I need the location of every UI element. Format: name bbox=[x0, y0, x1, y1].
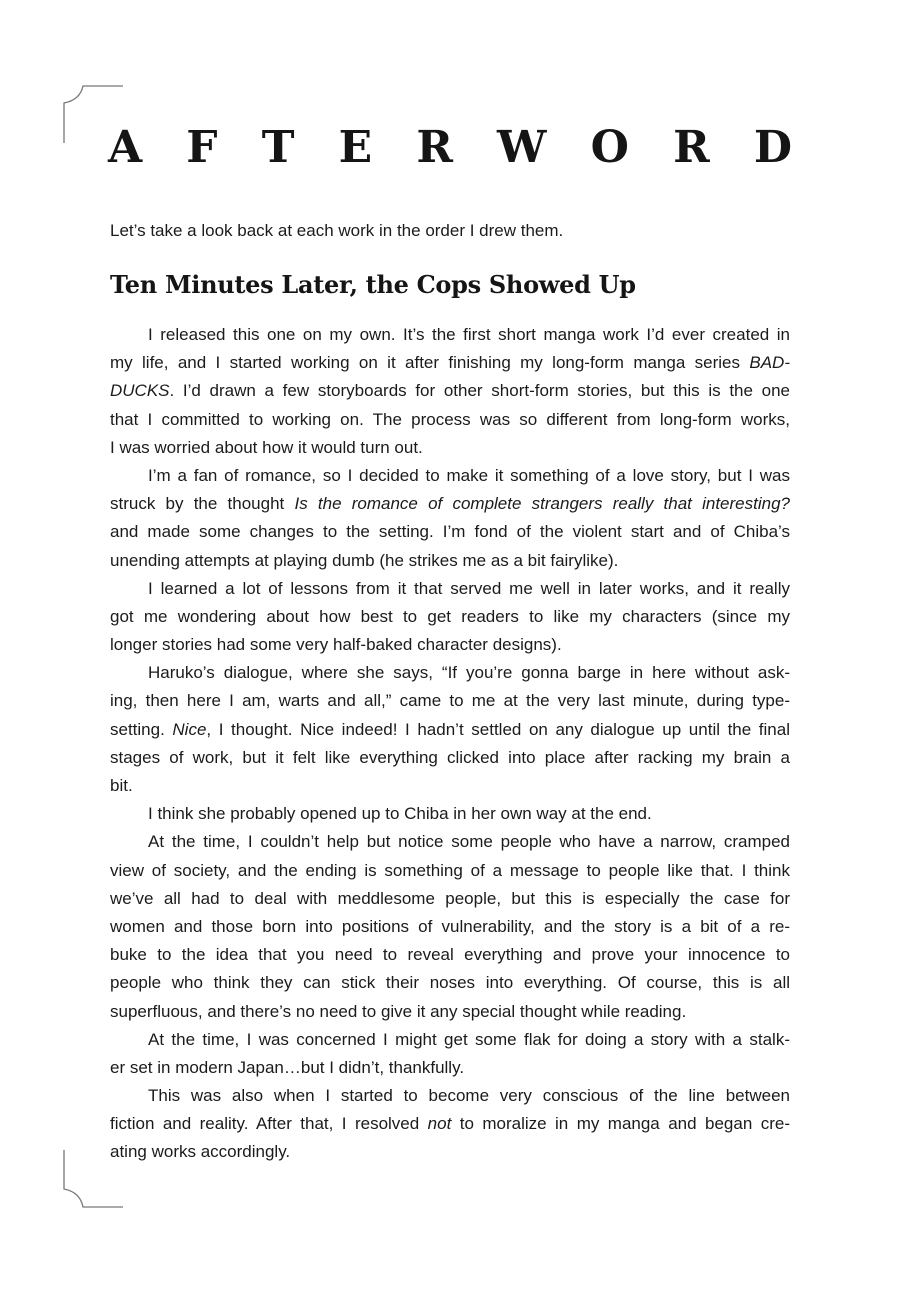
title-letter: F bbox=[186, 122, 218, 173]
text-line bbox=[110, 321, 790, 349]
title-letter: R bbox=[416, 122, 453, 173]
title-letter: W bbox=[497, 122, 547, 173]
text-segment: and made some changes to the setting. I’m fond of the violent start and of Chiba’s bbox=[110, 522, 790, 542]
text-line bbox=[110, 772, 790, 800]
text-line bbox=[110, 1026, 790, 1054]
title-letter: R bbox=[673, 122, 710, 173]
paragraph bbox=[110, 1082, 790, 1167]
text-segment: stages of work, but it felt like everything clicked into place after racking my brain a bbox=[110, 747, 790, 767]
text-segment: I learned a lot of lessons from it that served me well in later works, and it really bbox=[148, 578, 790, 598]
text-segment: buke to the idea that you need to reveal everything and prove your innocence to bbox=[110, 945, 790, 965]
text-segment: unending attempts at playing dumb (he strikes me as a bit fairylike). bbox=[110, 550, 619, 570]
text-segment: got me wondering about how best to get readers to like my characters (since my bbox=[110, 606, 790, 626]
text-line bbox=[110, 349, 790, 377]
text-segment: Haruko’s dialogue, where she says, “If you’re gonna barge in here without ask- bbox=[148, 663, 790, 683]
text-segment: superfluous, and there’s no need to give it any special thought while reading. bbox=[110, 1001, 687, 1021]
text-segment: er set in modern Japan…but I didn’t, thankfully. bbox=[110, 1057, 465, 1077]
text-line bbox=[110, 434, 790, 462]
text-line bbox=[110, 744, 790, 772]
text-segment: ing, then here I am, warts and all,” came to me at the very last minute, during type- bbox=[110, 691, 790, 711]
title-letter: E bbox=[338, 122, 373, 173]
text-line bbox=[110, 998, 790, 1026]
page-title bbox=[108, 120, 792, 176]
text-line bbox=[110, 603, 790, 631]
text-segment: . I’d drawn a few storyboards for other short-form stories, but this is the one bbox=[169, 381, 790, 401]
text-line bbox=[110, 1110, 790, 1138]
text-line bbox=[110, 575, 790, 603]
text-segment: women and those born into positions of vulnerability, and the story is a bit of a re- bbox=[110, 916, 790, 936]
text-line bbox=[110, 687, 790, 715]
text-segment: I released this one on my own. It’s the first short manga work I’d ever created in bbox=[148, 325, 790, 344]
title-letter: D bbox=[753, 122, 792, 173]
paragraph bbox=[110, 659, 790, 800]
body-text bbox=[110, 321, 790, 1167]
title-letter: O bbox=[590, 122, 629, 173]
text-line bbox=[110, 857, 790, 885]
paragraph bbox=[110, 462, 790, 575]
text-line bbox=[110, 547, 790, 575]
text-segment: that I committed to working on. The process was so different from long-form works, bbox=[110, 409, 790, 429]
text-line bbox=[110, 828, 790, 856]
text-segment: struck by the thought bbox=[110, 494, 295, 514]
text-segment: bit. bbox=[110, 776, 133, 795]
text-segment: longer stories had some very half-baked character designs). bbox=[110, 635, 562, 655]
text-line bbox=[110, 518, 790, 546]
text-line bbox=[110, 1082, 790, 1110]
text-segment: I was worried about how it would turn out. bbox=[110, 437, 423, 457]
italic-text: BAD- bbox=[749, 353, 790, 373]
text-line bbox=[110, 913, 790, 941]
text-line bbox=[110, 941, 790, 969]
paragraph bbox=[110, 575, 790, 660]
text-segment: people who think they can stick their noses into everything. Of course, this is all bbox=[110, 973, 790, 993]
title-letter: A bbox=[108, 122, 143, 173]
text-line bbox=[110, 659, 790, 687]
italic-text: Is the romance of complete strangers really that interesting? bbox=[294, 494, 790, 514]
text-segment: I’m a fan of romance, so I decided to make it something of a love story, but I was bbox=[148, 465, 790, 485]
paragraph bbox=[110, 321, 790, 462]
text-line bbox=[110, 800, 790, 828]
paragraph bbox=[110, 1026, 790, 1082]
italic-text: Nice bbox=[172, 719, 207, 739]
text-segment: , I thought. Nice indeed! I hadn’t settled on any dialogue up until the final bbox=[206, 719, 790, 739]
text-line bbox=[110, 885, 790, 913]
italic-text: not bbox=[427, 1114, 452, 1134]
text-line bbox=[110, 631, 790, 659]
italic-text: DUCKS bbox=[110, 381, 170, 401]
text-line bbox=[110, 1138, 790, 1166]
text-line bbox=[110, 1054, 790, 1082]
text-line bbox=[110, 969, 790, 997]
text-line bbox=[110, 462, 790, 490]
text-segment: At the time, I couldn’t help but notice some people who have a narrow, cramped bbox=[148, 832, 790, 852]
paragraph bbox=[110, 800, 790, 828]
text-segment: to moralize in my manga and began cre- bbox=[451, 1114, 790, 1134]
text-segment: ating works accordingly. bbox=[110, 1142, 291, 1162]
title-letter: T bbox=[261, 122, 295, 173]
text-segment: At the time, I was concerned I might get some flak for doing a story with a stalk- bbox=[148, 1029, 790, 1049]
text-segment: setting. bbox=[110, 719, 173, 739]
text-segment: I think she probably opened up to Chiba in her own way at the end. bbox=[148, 804, 652, 824]
text-line bbox=[110, 490, 790, 518]
text-line bbox=[110, 406, 790, 434]
text-segment: we’ve all had to deal with meddlesome people, but this is especially the case for bbox=[110, 888, 790, 908]
text-segment: view of society, and the ending is something of a message to people like that. I think bbox=[110, 860, 790, 880]
intro-text: Let’s take a look back at each work in the order I drew them. bbox=[110, 221, 564, 240]
text-segment: fiction and reality. After that, I resolved bbox=[110, 1114, 428, 1134]
text-segment: my life, and I started working on it after finishing my long-form manga series bbox=[110, 353, 750, 373]
text-line bbox=[110, 377, 790, 405]
paragraph bbox=[110, 828, 790, 1025]
text-segment: This was also when I started to become very conscious of the line between bbox=[148, 1086, 790, 1106]
section-heading: Ten Minutes Later, the Cops Showed Up bbox=[110, 270, 636, 299]
text-line bbox=[110, 716, 790, 744]
